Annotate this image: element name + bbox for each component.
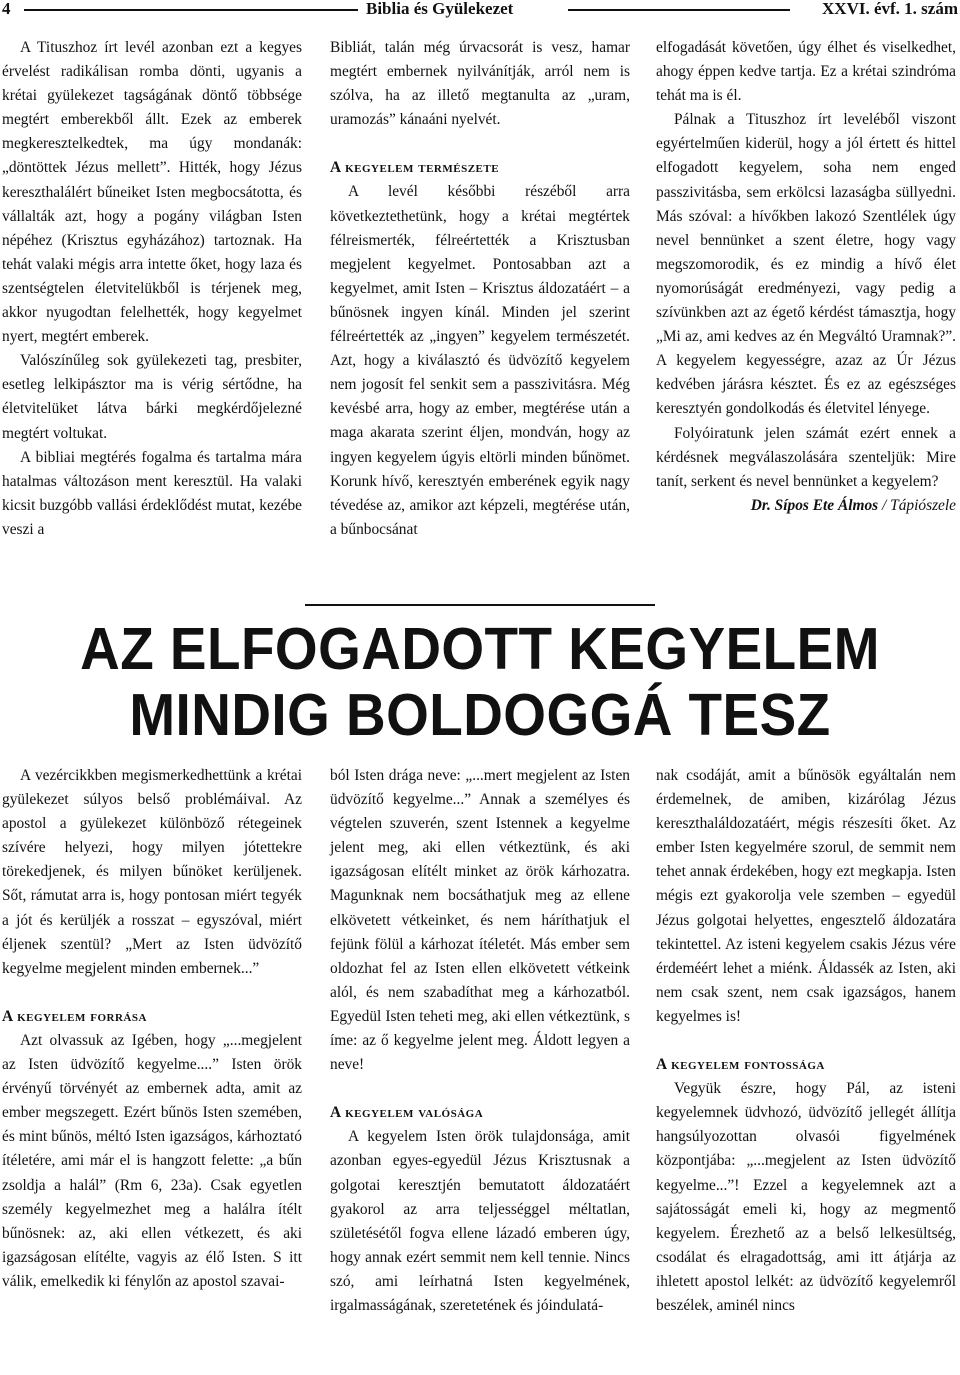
paragraph: Bibliát, talán még úrvacsorát is vesz, hamar megtért embernek nyilvánítják, arról nem is szólva, ha az illető megtanulta az „uram, uramozás” kánaáni nyelvét. (330, 39, 630, 129)
page-header (0, 0, 960, 22)
header-rule-right (568, 9, 790, 11)
bottom-column-2 (330, 764, 630, 1318)
top-column-1 (2, 36, 302, 542)
bottom-column-3 (656, 764, 956, 1318)
paragraph: Pálnak a Tituszhoz írt leveléből viszont egyértelműen kiderül, hogy a jól értett és hittel elfogadott kegyelem, soha nem enged passzivitásba, sem erkölcsi lazaságba süllyedni. Más szóval: a hívőkben lakozó Szentlélek úgy nevel bennünket a szent életre, hogy vagy megszomorodik, és ez mindig a hívő élet nyomorúságát eredményezi, vagy pedig a szívünkben azt az égető kérdést támasztja, hogy „Mi az, ami kedves az én Megváltó Uramnak?”. A kegyelem kegyességre, azaz az Úr Jézus kedvében járásra késztet. És ez az egészséges keresztyén gondolkodás és életvitel lényege. (656, 111, 956, 418)
paragraph: elfogadását követően, úgy élhet és viselkedhet, ahogy éppen kedve tartja. Ez a krétai szindróma tehát ma is él. (656, 39, 956, 105)
section-heading: A kegyelem fontossága (656, 1056, 825, 1074)
paragraph: ból Isten drága neve: „...mert megjelent az Isten üdvözítő kegyelme...” Annak a személyes és végtelen szuverén, szent Istennek a kegyelme jelent meg, aki ellen vétkeztünk, és aki igazságosan elítélt minket az örök kárhozatra. Magunknak nem bocsáthatjuk meg az ellene elkövetett vétkeinket, és nem háríthatjuk el fejünk fölül a kárhozat ítéletét. Más ember sem oldozhat fel az Isten ellen elkövetett vétkeink alól, és nem szabadíthat meg a kárhozatból. Egyedül Isten teheti meg, aki ellen vétkeztünk, s íme: az ő kegyelme jelent meg. Áldott legyen a neve! (330, 767, 630, 1074)
paragraph: A kegyelem Isten örök tulajdonsága, amit azonban egyes-egyedül Jézus Krisztusnak a golgotai keresztjén bemutatott áldozatáért gyakorol az arra teljességgel méltatlan, születésétől fogva ellene lázadó emberen úgy, hogy annak ezért semmit nem kell tennie. Nincs szó, ami leírhatná Isten kegyelmének, irgalmasságának, szeretetének és jóindulatá- (330, 1128, 630, 1314)
author-location: / Tápiószele (882, 496, 956, 514)
paragraph: A Tituszhoz írt levél azonban ezt a kegyes érvelést radikálisan romba dönti, ugyanis a krétai gyülekezet tagságának döntő többsége megtért emberekből állt. Ezek az emberek megkeresztelkedtek, ma úgy mondanák: „döntöttek Jézus mellett”. Hitték, hogy Jézus kereszthalálért bűneiket Isten megbocsátotta, és vállalták azt, hogy a pogány világban Isten népéhez (Krisztus egyházához) tartoznak. Ha tehát valaki mégis arra intette őket, hogy laza és szentségtelen életvitelükből is térjenek meg, akkor nyugodtan felelhették, hogy kegyelmet nyert, megtért emberek. (2, 39, 302, 346)
author-signature (656, 494, 956, 518)
publication-title: Biblia és Gyülekezet (366, 0, 514, 18)
section-heading: A kegyelem forrása (2, 1007, 147, 1025)
section-heading: A kegyelem természete (330, 159, 500, 177)
header-rule-left (24, 9, 358, 11)
bottom-column-1 (2, 764, 302, 1294)
author-name: Dr. Sípos Ete Álmos (750, 496, 879, 514)
top-column-3 (656, 36, 956, 518)
paragraph: A levél későbbi részéből arra következtethetünk, hogy a krétai megtértek félreismerték, félreértették a Krisztusban megjelent kegyelmet. Pontosabban azt a kegyelmet, amit Isten – Krisztus áldozatáért – a bűnösnek ingyen kínál. Minden jel szerint félreértették az „ingyen” kegyelem természetét. Azt, hogy a kiválasztó és üdvözítő kegyelem nem jogosít fel senkit sem a passzivitásra. Még kevésbé arra, hogy az ember, megtérése után a maga akarata szerint éljen, mondván, hogy az ingyen kegyelem úgyis eltörli minden bűnömet. Korunk hívő, keresztyén emberének egyik nagy tévedése az, amikor azt képzeli, megtérése után, a bűnbocsánat (330, 183, 630, 538)
article-headline (34, 616, 927, 748)
paragraph: Azt olvassuk az Igében, hogy „...megjelent az Isten üdvözítő kegyelme....” Isten örök érvényű törvényét az embernek adta, amit az ember megszegett. Ezért bűnös Isten szemében, és mint bűnös, méltó Isten igazságos, kárhoztató ítéletére, ami már el is hangzott felette: „a bűn zsoldja a halál” (Rm 6, 23a). Csak egyetlen személy kegyelmezhet meg a halálra ítélt bűnösnek: az, aki ellen vétkezett, és aki igazságosan elítélte, vagyis az élő Isten. S itt válik, emelkedik ki fénylőn az apostol szavai- (2, 1031, 302, 1290)
paragraph: nak csodáját, amit a bűnösök egyáltalán nem érdemelnek, de amiben, kizárólag Jézus kereszthaláldozatáért, mégis részesíti őket. Az ember Isten kegyelmére szorul, de semmit nem tehet annak érdekében, hogy ezt megkapja. Isten mégis ezt gyakorolja vele szemben – egyedül Jézus golgotai helyettes, engesztelő áldozatára tekintettel. Az isteni kegyelem csakis Jézus vére érdeméért lehet a miénk. Áldassék az Isten, aki nem csak szent, nem csak igazságos, hanem kegyelmes is! (656, 767, 956, 1025)
paragraph: Folyóiratunk jelen számát ezért ennek a kérdésnek megválaszolására szenteljük: Mire tanít, serkent és nevel bennünket a kegyelem? (656, 424, 956, 490)
headline-line-1: AZ ELFOGADOTT KEGYELEM (80, 616, 880, 682)
headline-line-2: MINDIG BOLDOGGÁ TESZ (129, 682, 831, 748)
paragraph: A vezércikkben megismerkedhettünk a krétai gyülekezet súlyos belső problémáival. Az apostol a gyülekezet különböző rétegeinek szívére helyezi, hogy milyen jótettekre törekedjenek, és milyen bűnöket kerüljenek. Sőt, rámutat arra is, hogy pontosan miért tegyék a jót és kerüljék a rosszat – egyszóval, miért éljenek szentül? „Mert az Isten üdvözítő kegyelme megjelent minden embernek...” (2, 767, 302, 977)
issue-label: XXVI. évf. 1. szám (822, 0, 958, 18)
section-divider (305, 604, 655, 606)
page-number: 4 (2, 0, 11, 18)
paragraph: Valószínűleg sok gyülekezeti tag, presbiter, esetleg lelkipásztor ma is vérig sértődne, ha életvitelüket látva bárki megkérdőjelezné megtért voltukat. (2, 352, 302, 442)
top-column-2 (330, 36, 630, 542)
paragraph: Vegyük észre, hogy Pál, az isteni kegyelemnek üdvhozó, üdvözítő jellegét állítja hangsúlyozottan olvasói figyelmének központjába: „...megjelent az Isten üdvözítő kegyelme...”! Ezzel a kegyelemnek azt a sajátosságát emeli ki, hogy az megmentő kegyelem. Érezhető az a belső lelkesültség, csodálat és elragadottság, ami itt átjárja az ihletett apostol lelkét: az üdvözítő kegyelemről beszélek, aminél nincs (656, 1080, 956, 1314)
paragraph: A bibliai megtérés fogalma és tartalma mára hatalmas változáson ment keresztül. Ha valaki kicsit buzgóbb vallási érdeklődést mutat, kezébe veszi a (2, 448, 302, 538)
section-heading: A kegyelem valósága (330, 1104, 484, 1122)
